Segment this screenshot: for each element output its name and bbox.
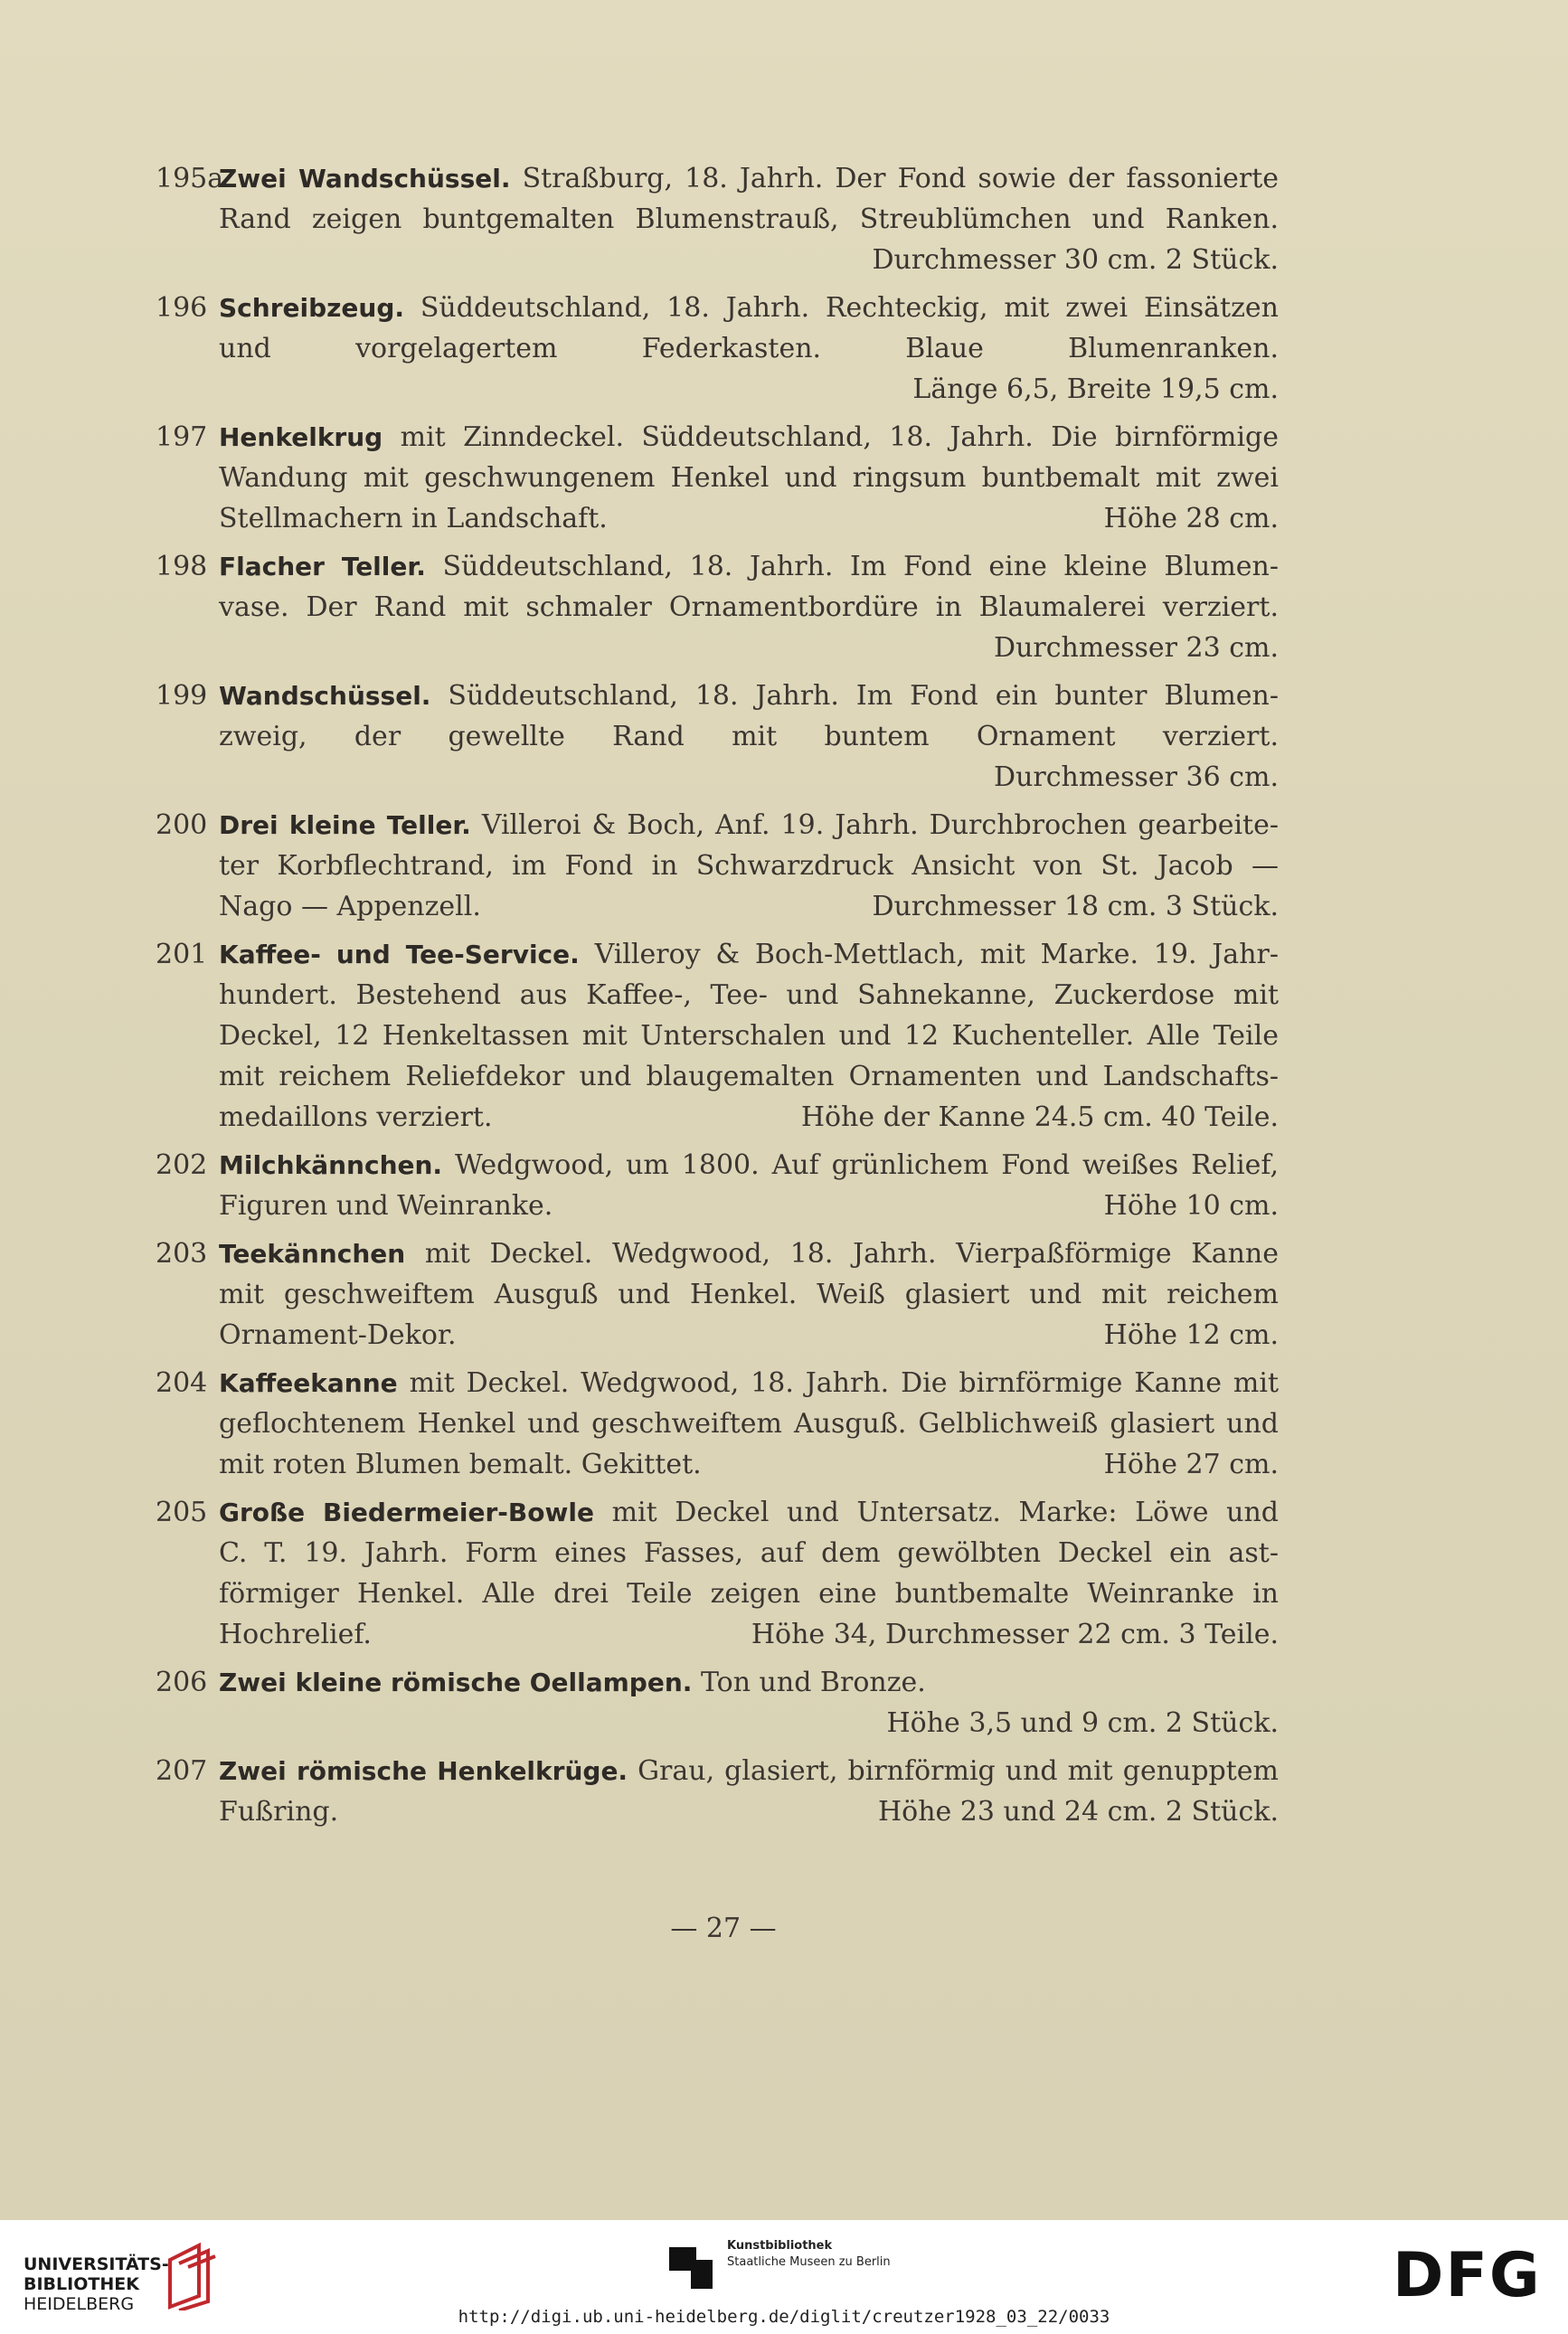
entry-description: Ton und Bronze. — [700, 1667, 926, 1698]
catalog-entry — [156, 158, 1279, 280]
catalog-entry — [156, 934, 1279, 1138]
entry-line — [156, 1444, 1279, 1485]
entry-line — [156, 1363, 1279, 1403]
entry-text — [219, 458, 1279, 498]
entry-line — [156, 757, 1279, 798]
entry-description: Wandung mit geschwungenem Henkel und ringsum buntbemalt mit zwei — [219, 462, 1279, 494]
entry-text — [219, 1315, 827, 1356]
catalog-entry — [156, 546, 1279, 668]
entry-number: 198 — [156, 551, 208, 582]
entry-description: mit Deckel und Untersatz. Marke: Löwe und — [611, 1497, 1279, 1528]
entry-title: Milchkännchen. — [219, 1150, 443, 1180]
entry-line — [156, 369, 1279, 410]
entry-text — [219, 846, 1279, 886]
entry-text — [219, 1573, 1279, 1614]
entry-dimensions: Höhe 12 cm. — [1103, 1319, 1279, 1351]
entry-title: Flacher Teller. — [219, 552, 426, 581]
catalog-entry — [156, 1363, 1279, 1485]
entry-number: 207 — [156, 1755, 208, 1787]
entry-description: Figuren und Weinranke. — [219, 1190, 553, 1222]
entry-description: vase. Der Rand mit schmaler Ornamentbordüre in Blaumalerei verziert. — [219, 591, 1279, 623]
entry-text — [219, 1533, 1279, 1573]
entry-line — [156, 628, 1279, 668]
entry-number: 195a — [156, 163, 224, 194]
entry-dimensions: Durchmesser 18 cm. 3 Stück. — [872, 891, 1279, 922]
entry-dimensions: Durchmesser 30 cm. 2 Stück. — [872, 244, 1279, 276]
entry-number: 199 — [156, 680, 208, 712]
entry-text — [219, 199, 1279, 240]
entry-description: Hochrelief. — [219, 1619, 372, 1650]
entry-line — [156, 1662, 1279, 1703]
entry-title: Zwei Wandschüssel. — [219, 164, 511, 194]
catalog-entry — [156, 676, 1279, 798]
entry-line — [156, 1056, 1279, 1097]
catalog-entry — [156, 288, 1279, 410]
entry-line — [156, 417, 1279, 458]
library-line-2: BIBLIOTHEK — [24, 2274, 139, 2294]
entry-dimensions: Länge 6,5, Breite 19,5 cm. — [912, 373, 1279, 405]
entry-title: Wandschüssel. — [219, 681, 431, 711]
entry-line — [156, 199, 1279, 240]
entry-title: Henkelkrug — [219, 422, 383, 452]
entry-description: Wedgwood, um 1800. Auf grünlichem Fond weißes Relief, — [455, 1149, 1279, 1181]
kb-line-2: Staatliche Museen zu Berlin — [727, 2255, 891, 2269]
entry-text — [219, 975, 1279, 1016]
entry-line — [156, 1533, 1279, 1573]
entry-dimensions: Höhe 3,5 und 9 cm. 2 Stück. — [886, 1707, 1279, 1739]
entry-line — [156, 158, 1279, 199]
entry-text — [219, 498, 827, 539]
entry-text — [219, 1791, 827, 1832]
entry-title: Kaffeekanne — [219, 1368, 398, 1398]
entry-dimensions: Höhe 27 cm. — [1103, 1449, 1279, 1480]
catalog-entry — [156, 805, 1279, 927]
entry-text — [219, 1233, 1279, 1274]
entry-line — [156, 1751, 1279, 1791]
entry-line — [156, 1016, 1279, 1056]
entry-description: mit reichem Reliefdekor und blaugemalten Ornamenten und Landschafts- — [219, 1061, 1279, 1092]
entry-description: ter Korbflechtrand, im Fond in Schwarzdruck Ansicht von St. Jacob — — [219, 850, 1279, 882]
entry-description: Grau, glasiert, birnförmig und mit genupptem — [638, 1755, 1279, 1787]
entry-description: mit Zinndeckel. Süddeutschland, 18. Jahrh. Die birnförmige — [400, 421, 1279, 453]
entry-text — [219, 1444, 827, 1485]
entry-number: 201 — [156, 939, 208, 970]
entry-number: 197 — [156, 421, 208, 453]
kunstbibliothek-icon[interactable] — [667, 2240, 714, 2291]
entry-description: medaillons verziert. — [219, 1101, 493, 1133]
entry-text — [219, 1186, 827, 1226]
entry-text — [219, 1016, 1279, 1056]
ub-logo-icon[interactable] — [163, 2242, 219, 2310]
entry-line — [156, 1145, 1279, 1186]
entry-text — [219, 716, 1279, 757]
catalog-entry — [156, 417, 1279, 539]
entry-line — [156, 886, 1279, 927]
catalog-entry — [156, 1662, 1279, 1743]
entry-text — [219, 1145, 1279, 1186]
entry-dimensions: Höhe 34, Durchmesser 22 cm. 3 Teile. — [751, 1619, 1279, 1650]
entry-line — [156, 1703, 1279, 1743]
entry-line — [156, 1274, 1279, 1315]
catalog-entry — [156, 1751, 1279, 1832]
page-number: — 27 — — [670, 1913, 777, 1944]
entry-text — [219, 1274, 1279, 1315]
entry-description: Rand zeigen buntgemalten Blumenstrauß, Streublümchen und Ranken. — [219, 203, 1279, 235]
entry-description: hundert. Bestehend aus Kaffee-, Tee- und Sahnekanne, Zuckerdose mit — [219, 979, 1279, 1011]
entry-description: mit Deckel. Wedgwood, 18. Jahrh. Die birnförmige Kanne mit — [409, 1367, 1280, 1399]
catalog-entry — [156, 1233, 1279, 1356]
entry-title: Zwei kleine römische Oellampen. — [219, 1668, 693, 1697]
entry-description: Fußring. — [219, 1796, 339, 1828]
entry-text — [219, 805, 1279, 846]
entry-description: Ornament-Dekor. — [219, 1319, 457, 1351]
entry-number: 204 — [156, 1367, 208, 1399]
entry-line — [156, 587, 1279, 628]
entry-dimensions: Höhe der Kanne 24.5 cm. 40 Teile. — [800, 1101, 1279, 1133]
entry-text — [219, 1662, 1279, 1703]
entry-description: Süddeutschland, 18. Jahrh. Rechteckig, mit zwei Einsätzen — [420, 292, 1279, 324]
entry-text — [219, 328, 1279, 369]
entry-line — [156, 1403, 1279, 1444]
entry-text — [219, 288, 1279, 328]
entry-text — [219, 886, 827, 927]
entry-description: und vorgelagertem Federkasten. Blaue Blumenranken. — [219, 333, 1279, 364]
entry-line — [156, 676, 1279, 716]
entry-text — [219, 1363, 1279, 1403]
entry-line — [156, 498, 1279, 539]
entry-description: geflochtenem Henkel und geschweiftem Ausguß. Gelblichweiß glasiert und — [219, 1408, 1279, 1440]
entry-text — [219, 158, 1279, 199]
entry-line — [156, 1315, 1279, 1356]
entry-line — [156, 716, 1279, 757]
entry-line — [156, 328, 1279, 369]
entry-description: C. T. 19. Jahrh. Form eines Fasses, auf dem gewölbten Deckel ein ast- — [219, 1537, 1279, 1569]
library-line-3: HEIDELBERG — [24, 2294, 135, 2314]
entry-description: förmiger Henkel. Alle drei Teile zeigen eine buntbemalte Weinranke in — [219, 1578, 1279, 1610]
footer-bar — [0, 2220, 1568, 2334]
entry-text — [219, 1614, 827, 1655]
entry-line — [156, 288, 1279, 328]
entry-line — [156, 1097, 1279, 1138]
entry-title: Drei kleine Teller. — [219, 810, 471, 840]
entry-text — [219, 1492, 1279, 1533]
entry-dimensions: Durchmesser 23 cm. — [994, 632, 1279, 664]
entry-dimensions: Durchmesser 36 cm. — [994, 761, 1279, 793]
entry-dimensions: Höhe 10 cm. — [1103, 1190, 1279, 1222]
entry-line — [156, 1614, 1279, 1655]
dfg-logo[interactable]: DFG — [1393, 2240, 1542, 2311]
entry-text — [219, 934, 1279, 975]
entry-dimensions: Höhe 28 cm. — [1103, 503, 1279, 534]
entry-line — [156, 846, 1279, 886]
entry-title: Schreibzeug. — [219, 293, 405, 323]
entry-line — [156, 1492, 1279, 1533]
entry-description: Nago — Appenzell. — [219, 891, 481, 922]
entry-line — [156, 975, 1279, 1016]
entry-description: Stellmachern in Landschaft. — [219, 503, 608, 534]
entry-title: Zwei römische Henkelkrüge. — [219, 1756, 628, 1786]
entry-text — [219, 1751, 1279, 1791]
entry-text — [219, 546, 1279, 587]
entry-description: Villeroy & Boch-Mettlach, mit Marke. 19. Jahr- — [594, 939, 1279, 970]
entry-description: Süddeutschland, 18. Jahrh. Im Fond ein bunter Blumen- — [448, 680, 1279, 712]
entry-description: mit roten Blumen bemalt. Gekittet. — [219, 1449, 702, 1480]
entry-text — [219, 1097, 827, 1138]
entry-text — [219, 417, 1279, 458]
entry-line — [156, 546, 1279, 587]
entry-description: Villeroi & Boch, Anf. 19. Jahrh. Durchbrochen gearbeite- — [481, 809, 1280, 841]
kb-line-1: Kunstbibliothek — [727, 2239, 833, 2253]
entry-description: Straßburg, 18. Jahrh. Der Fond sowie der fassonierte — [522, 163, 1279, 194]
entry-dimensions: Höhe 23 und 24 cm. 2 Stück. — [877, 1796, 1279, 1828]
entry-description: Deckel, 12 Henkeltassen mit Unterschalen und 12 Kuchenteller. Alle Teile — [219, 1020, 1279, 1052]
entry-description: zweig, der gewellte Rand mit buntem Ornament verziert. — [219, 721, 1279, 752]
entry-description: mit Deckel. Wedgwood, 18. Jahrh. Vierpaßförmige Kanne — [424, 1238, 1279, 1270]
entry-line — [156, 1186, 1279, 1226]
entry-line — [156, 1573, 1279, 1614]
kunstbibliothek-text[interactable] — [727, 2238, 891, 2271]
catalog-entry — [156, 1145, 1279, 1226]
entry-title: Kaffee- und Tee-Service. — [219, 940, 580, 969]
entry-text — [219, 1056, 1279, 1097]
catalog-entry — [156, 1492, 1279, 1655]
entry-title: Teekännchen — [219, 1239, 406, 1269]
entry-text — [219, 676, 1279, 716]
entry-line — [156, 1233, 1279, 1274]
entry-line — [156, 240, 1279, 280]
library-line-1: UNIVERSITÄTS- — [24, 2254, 169, 2274]
entry-number: 203 — [156, 1238, 208, 1270]
entry-text — [219, 1403, 1279, 1444]
entry-text — [219, 587, 1279, 628]
entry-line — [156, 805, 1279, 846]
entry-number: 206 — [156, 1667, 208, 1698]
entry-number: 202 — [156, 1149, 208, 1181]
entry-title: Große Biedermeier-Bowle — [219, 1498, 594, 1527]
entry-number: 196 — [156, 292, 208, 324]
permalink-url[interactable]: http://digi.ub.uni-heidelberg.de/diglit/creutzer1928_03_22/0033 — [458, 2307, 1110, 2327]
entry-line — [156, 934, 1279, 975]
entry-description: mit geschweiftem Ausguß und Henkel. Weiß glasiert und mit reichem — [219, 1279, 1279, 1310]
entry-line — [156, 458, 1279, 498]
catalog-entries — [156, 158, 1279, 1839]
entry-number: 200 — [156, 809, 208, 841]
entry-description: Süddeutschland, 18. Jahrh. Im Fond eine kleine Blumen- — [442, 551, 1279, 582]
entry-number: 205 — [156, 1497, 208, 1528]
ub-heidelberg-logo-text[interactable] — [24, 2254, 169, 2314]
entry-line — [156, 1791, 1279, 1832]
